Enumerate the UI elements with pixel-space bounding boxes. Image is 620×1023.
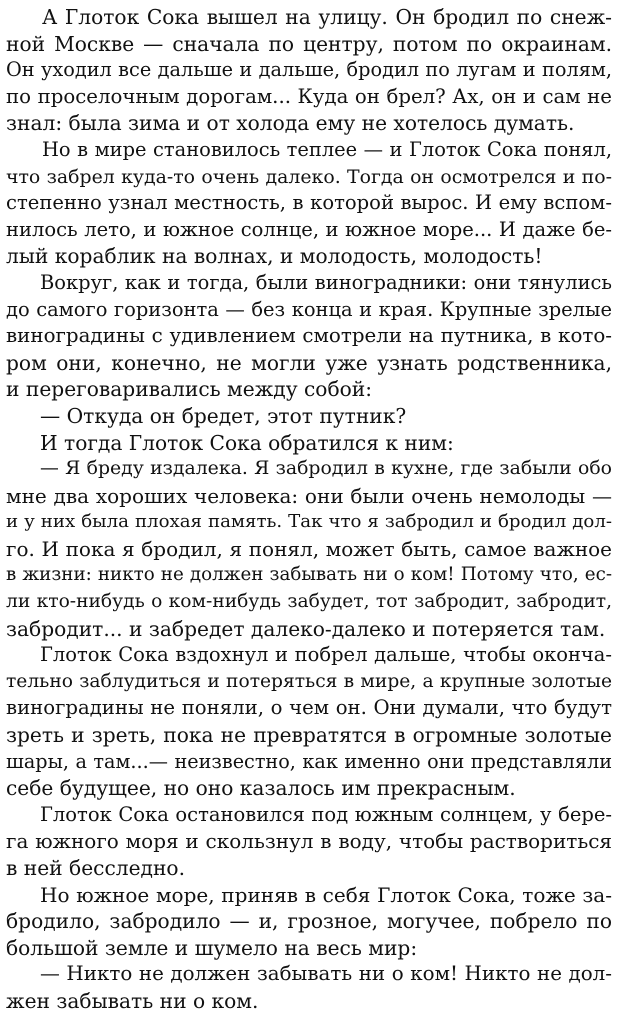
text-line: Но южное море, приняв в себя Глоток Сока, тоже за- xyxy=(40,882,612,907)
text-line: бродило, забродило — и, грозное, могучее, побрело по xyxy=(6,909,612,934)
text-line: степенно узнал местность, в которой вырос. И ему вспом- xyxy=(6,191,612,215)
text-line: себе будущее, но оно казалось им прекрасным. xyxy=(6,776,516,801)
text-line: Глоток Сока остановился под южным солнцем, у бере- xyxy=(40,802,612,826)
text-line: тельно заблудиться и потеряться в мире, а крупные золотые xyxy=(6,670,612,692)
text-line: мне два хороших человека: они были очень немолоды — xyxy=(6,483,612,508)
text-line: в жизни: никто не должен забывать ни о ком! Потому что, ес- xyxy=(6,564,612,586)
text-line: лый кораблик на волнах, и молодость, молодость! xyxy=(6,244,543,269)
text-line: знал: была зима и от холода ему не хотелось думать. xyxy=(6,111,575,136)
text-line: что забрел куда-то очень далеко. Тогда он осмотрелся и по- xyxy=(6,165,612,188)
text-line: го. И пока я бродил, я понял, может быть, самое важное xyxy=(6,536,612,561)
text-line: виноградины с удивлением смотрели на путника, в кото- xyxy=(6,324,612,348)
text-line: Глоток Сока вздохнул и побрел дальше, чтобы оконча- xyxy=(40,643,612,667)
text-line: шары, а там...— неизвестно, как именно они представляли xyxy=(6,749,612,773)
text-line: в ней бесследно. xyxy=(6,856,185,880)
text-line: жен забывать ни о ком. xyxy=(6,988,259,1013)
text-line: га южного моря и скользнул в воду, чтобы раствориться xyxy=(6,829,612,854)
text-line: А Глоток Сока вышел на улицу. Он бродил по снеж- xyxy=(42,5,612,29)
text-line: виноградины не поняли, о чем он. Они думали, что будут xyxy=(6,696,612,720)
text-line: — Откуда он бредет, этот путник? xyxy=(40,403,407,428)
text-line: зреть и зреть, пока не превратятся в огромные золотые xyxy=(6,723,612,748)
text-line: забродит... и забредет далеко-далеко и потеряется там. xyxy=(6,616,606,641)
text-line: Но в мире становилось теплее — и Глоток Сока понял, xyxy=(42,137,612,161)
text-line: нилось лето, и южное солнце, и южное море... И даже бе- xyxy=(6,217,612,241)
text-line: Вокруг, как и тогда, были виноградники: они тянулись xyxy=(40,270,612,294)
text-line: большой земле и шумело на весь мир: xyxy=(6,935,418,960)
book-page xyxy=(6,4,612,1015)
text-line: — Я бреду издалека. Я забродил в кухне, где забыли обо xyxy=(40,458,612,480)
text-line: Он уходил все дальше и дальше, бродил по лугам и полям, xyxy=(6,58,612,82)
text-line: ной Москве — сначала по центру, потом по окраинам. xyxy=(6,31,612,56)
text-line: по проселочным дорогам... Куда он брел? Ах, он и сам не xyxy=(6,84,612,108)
text-line: и у них была плохая память. Так что я забродил и бродил дол- xyxy=(6,511,612,533)
text-line: И тогда Глоток Сока обратился к ним: xyxy=(40,430,454,455)
text-line: ром они, конечно, не могли уже узнать родственника, xyxy=(6,350,612,375)
text-line: — Никто не должен забывать ни о ком! Никто не дол- xyxy=(40,962,612,986)
text-line: и переговаривались между собой: xyxy=(6,377,373,402)
text-line: до самого горизонта — без конца и края. Крупные зрелые xyxy=(6,297,612,321)
text-line: ли кто-нибудь о ком-нибудь забудет, тот забродит, забродит, xyxy=(6,591,612,613)
